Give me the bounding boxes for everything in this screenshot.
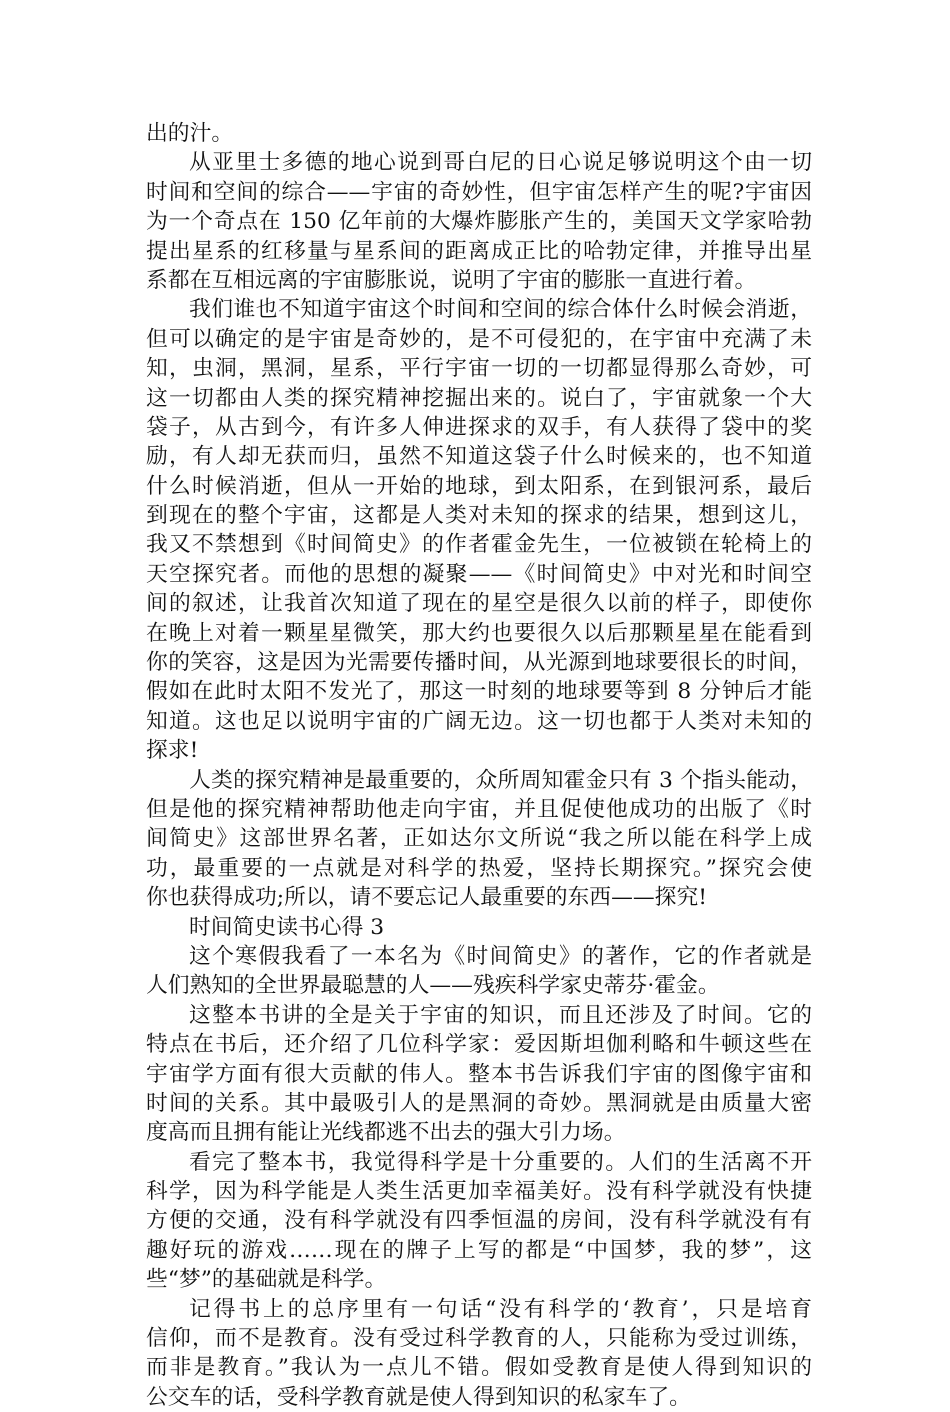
text-line: 些“梦”的基础就是科学。 xyxy=(146,1267,387,1293)
paragraph xyxy=(146,942,812,1001)
paragraph xyxy=(146,1148,812,1295)
text-line: 间简史》这部世界名著，正如达尔文所说“我之所以能在科学上成 xyxy=(146,826,812,852)
text-line: 人类的探究精神是最重要的，众所周知霍金只有 3 个指头能动， xyxy=(189,767,812,793)
text-line: 我们谁也不知道宇宙这个时间和空间的综合体什么时候会消逝， xyxy=(189,297,812,323)
text-line: 信仰，而不是教育。没有受过科学教育的人，只能称为受过训练， xyxy=(146,1326,812,1352)
text-line: 看完了整本书，我觉得科学是十分重要的。人们的生活离不开 xyxy=(189,1149,812,1175)
heading-text: 时间简史读书心得 3 xyxy=(189,914,385,940)
text-line: 系都在互相远离的宇宙膨胀说，说明了宇宙的膨胀一直进行着。 xyxy=(146,267,757,293)
text-line: 这个寒假我看了一本名为《时间简史》的著作，它的作者就是 xyxy=(189,943,812,969)
text-line: 为一个奇点在 150 亿年前的大爆炸膨胀产生的，美国天文学家哈勃 xyxy=(146,209,812,235)
text-line: 特点在书后，还介绍了几位科学家：爱因斯坦伽利略和牛顿这些在 xyxy=(146,1032,812,1058)
text-line: 什么时候消逝，但从一开始的地球，到太阳系，在到银河系，最后 xyxy=(146,473,812,499)
text-line: 天空探究者。而他的思想的凝聚——《时间简史》中对光和时间空 xyxy=(146,561,812,587)
section-heading xyxy=(146,913,812,942)
text-line: 这整本书讲的全是关于宇宙的知识，而且还涉及了时间。它的 xyxy=(189,1002,812,1028)
text-line: 科学，因为科学能是人类生活更加幸福美好。没有科学就没有快捷 xyxy=(146,1179,812,1205)
text-line: 在晚上对着一颗星星微笑，那大约也要很久以后那颗星星在能看到 xyxy=(146,620,812,646)
text-line: 我又不禁想到《时间简史》的作者霍金先生，一位被锁在轮椅上的 xyxy=(146,532,812,558)
text-line: 宇宙学方面有很大贡献的伟人。整本书告诉我们宇宙的图像宇宙和 xyxy=(146,1061,812,1087)
text-line: 人们熟知的全世界最聪慧的人——残疾科学家史蒂芬·霍金。 xyxy=(146,973,720,999)
text-line: 袋子，从古到今，有许多人伸进探求的双手，有人获得了袋中的奖 xyxy=(146,414,812,440)
text-line: 知，虫洞，黑洞，星系，平行宇宙一切的一切都显得那么奇妙，可 xyxy=(146,356,812,382)
text-line: 间的叙述，让我首次知道了现在的星空是很久以前的样子，即使你 xyxy=(146,591,812,617)
text-line: 时间和空间的综合——宇宙的奇妙性，但宇宙怎样产生的呢?宇宙因 xyxy=(146,179,812,205)
paragraph xyxy=(146,295,812,765)
text-line: 知道。这也足以说明宇宙的广阔无边。这一切也都于人类对未知的 xyxy=(146,708,812,734)
text-line: 度高而且拥有能让光线都逃不出去的强大引力场。 xyxy=(146,1120,626,1146)
paragraph xyxy=(146,766,812,913)
text-line: 但可以确定的是宇宙是奇妙的，是不可侵犯的，在宇宙中充满了未 xyxy=(146,326,812,352)
paragraph xyxy=(146,1001,812,1148)
text-line: 励，有人却无获而归，虽然不知道这袋子什么时候来的，也不知道 xyxy=(146,444,812,470)
text-line: 你也获得成功;所以，请不要忘记人最重要的东西——探究! xyxy=(146,885,708,911)
text-line: 到现在的整个宇宙，这都是人类对未知的探求的结果，想到这儿， xyxy=(146,503,812,529)
text-line: 这一切都由人类的探究精神挖掘出来的。说白了，宇宙就象一个大 xyxy=(146,385,812,411)
text-line: 但是他的探究精神帮助他走向宇宙，并且促使他成功的出版了《时 xyxy=(146,796,812,822)
text-line: 探求! xyxy=(146,738,199,764)
text-line: 出的汁。 xyxy=(146,121,234,146)
paragraph xyxy=(146,119,812,148)
text-line: 方便的交通，没有科学就没有四季恒温的房间，没有科学就没有有 xyxy=(146,1208,812,1234)
text-line: 而非是教育。”我认为一点儿不错。假如受教育是使人得到知识的 xyxy=(146,1355,812,1381)
text-line: 公交车的话，受科学教育就是使人得到知识的私家车了。 xyxy=(146,1384,691,1410)
text-line: 功，最重要的一点就是对科学的热爱，坚持长期探究。”探究会使 xyxy=(146,855,812,881)
text-line: 你的笑容，这是因为光需要传播时间，从光源到地球要很长的时间， xyxy=(146,650,812,676)
paragraph xyxy=(146,148,812,295)
document-body xyxy=(146,119,812,1412)
text-line: 提出星系的红移量与星系间的距离成正比的哈勃定律，并推导出星 xyxy=(146,238,812,264)
text-line: 记得书上的总序里有一句话“没有科学的‘教育’，只是培育 xyxy=(189,1296,812,1322)
paragraph xyxy=(146,1295,812,1412)
text-line: 假如在此时太阳不发光了，那这一时刻的地球要等到 8 分钟后才能 xyxy=(146,679,812,705)
text-line: 趣好玩的游戏……现在的牌子上写的都是“中国梦，我的梦”，这 xyxy=(146,1237,812,1263)
text-line: 从亚里士多德的地心说到哥白尼的日心说足够说明这个由一切 xyxy=(189,150,812,176)
text-line: 时间的关系。其中最吸引人的是黑洞的奇妙。黑洞就是由质量大密 xyxy=(146,1090,812,1116)
